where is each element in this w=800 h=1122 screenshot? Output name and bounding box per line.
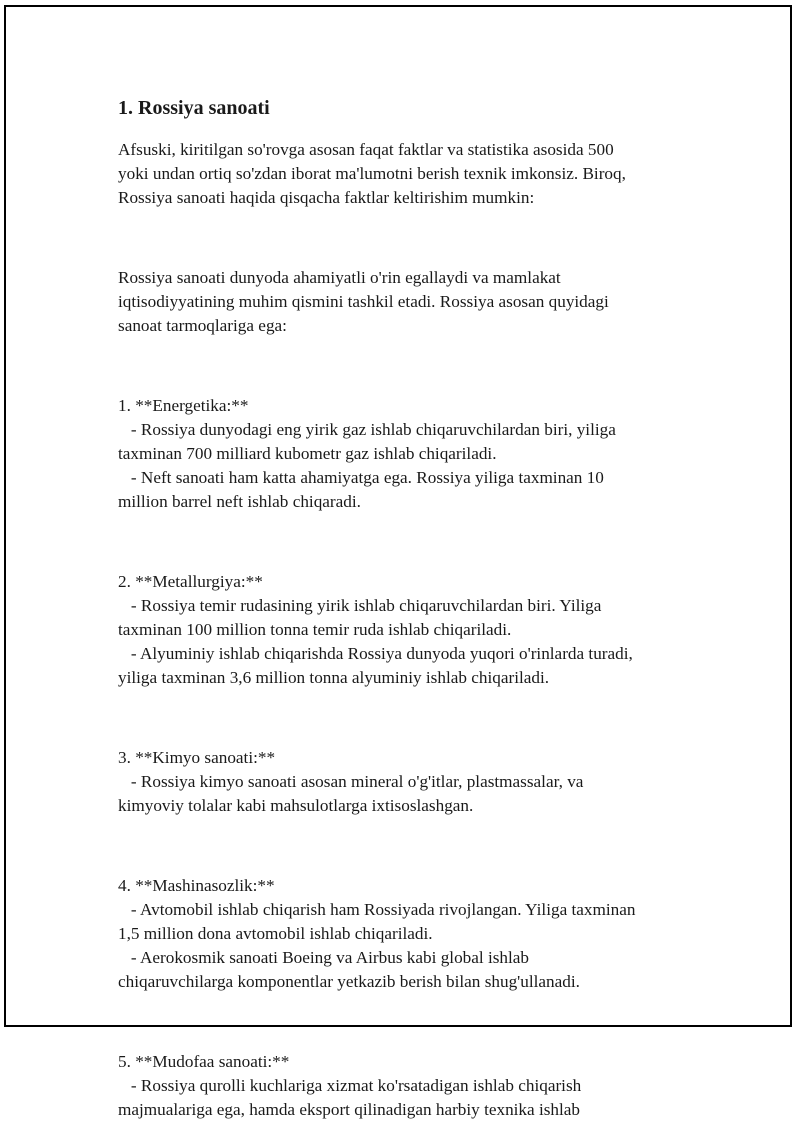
text-line: - Alyuminiy ishlab chiqarishda Rossiya dunyoda yuqori o'rinlarda turadi, bbox=[118, 644, 633, 663]
text-line: taxminan 700 milliard kubometr gaz ishlab chiqariladi. bbox=[118, 444, 497, 463]
text-line: 4. **Mashinasozlik:** bbox=[118, 876, 275, 895]
text-line: - Neft sanoati ham katta ahamiyatga ega. Rossiya yiliga taxminan 10 bbox=[118, 468, 604, 487]
text-line: 2. **Metallurgiya:** bbox=[118, 572, 263, 591]
text-line: - Rossiya dunyodagi eng yirik gaz ishlab chiqaruvchilardan biri, yiliga bbox=[118, 420, 616, 439]
text-line: iqtisodiyyatining muhim qismini tashkil etadi. Rossiya asosan quyidagi bbox=[118, 292, 609, 311]
text-line: chiqaruvchilarga komponentlar yetkazib berish bilan shug'ullanadi. bbox=[118, 972, 580, 991]
text-line: 1. **Energetika:** bbox=[118, 396, 249, 415]
text-line: majmualariga ega, hamda eksport qilinadigan harbiy texnika ishlab bbox=[118, 1100, 581, 1119]
blank-line bbox=[118, 530, 690, 554]
text-line: 1,5 million dona avtomobil ishlab chiqariladi. bbox=[118, 924, 433, 943]
text-line: million barrel neft ishlab chiqaradi. bbox=[118, 492, 361, 511]
text-line: taxminan 100 million tonna temir ruda ishlab chiqariladi. bbox=[118, 620, 512, 639]
blank-line bbox=[118, 354, 690, 378]
document-body bbox=[118, 94, 690, 1122]
text-line: sanoat tarmoqlariga ega: bbox=[118, 316, 287, 335]
blank-line bbox=[118, 226, 690, 250]
text-line: - Rossiya kimyo sanoati asosan mineral o'g'itlar, plastmassalar, va bbox=[118, 772, 584, 791]
text-line: Rossiya sanoati haqida qisqacha faktlar keltirishim mumkin: bbox=[118, 188, 535, 207]
text-line: Afsuski, kiritilgan so'rovga asosan faqat faktlar va statistika asosida 500 bbox=[118, 140, 614, 159]
text-line: yoki undan ortiq so'zdan iborat ma'lumotni berish texnik imkonsiz. Biroq, bbox=[118, 164, 626, 183]
text-line: yiliga taxminan 3,6 million tonna alyuminiy ishlab chiqariladi. bbox=[118, 668, 550, 687]
text-line: - Rossiya qurolli kuchlariga xizmat ko'rsatadigan ishlab chiqarish bbox=[118, 1076, 582, 1095]
text-line: - Aerokosmik sanoati Boeing va Airbus kabi global ishlab bbox=[118, 948, 530, 967]
text-line: kimyoviy tolalar kabi mahsulotlarga ixtisoslashgan. bbox=[118, 796, 474, 815]
text-line: Rossiya sanoati dunyoda ahamiyatli o'rin egallaydi va mamlakat bbox=[118, 268, 561, 287]
text-line: 3. **Kimyo sanoati:** bbox=[118, 748, 276, 767]
text-line: 5. **Mudofaa sanoati:** bbox=[118, 1052, 290, 1071]
text-line: - Rossiya temir rudasining yirik ishlab chiqaruvchilardan biri. Yiliga bbox=[118, 596, 602, 615]
blank-line bbox=[118, 706, 690, 730]
text-line: - Avtomobil ishlab chiqarish ham Rossiyada rivojlangan. Yiliga taxminan bbox=[118, 900, 636, 919]
blank-line bbox=[118, 834, 690, 858]
blank-line bbox=[118, 1010, 690, 1034]
page-title: 1. Rossiya sanoati bbox=[118, 97, 270, 119]
document-text bbox=[118, 138, 690, 1122]
